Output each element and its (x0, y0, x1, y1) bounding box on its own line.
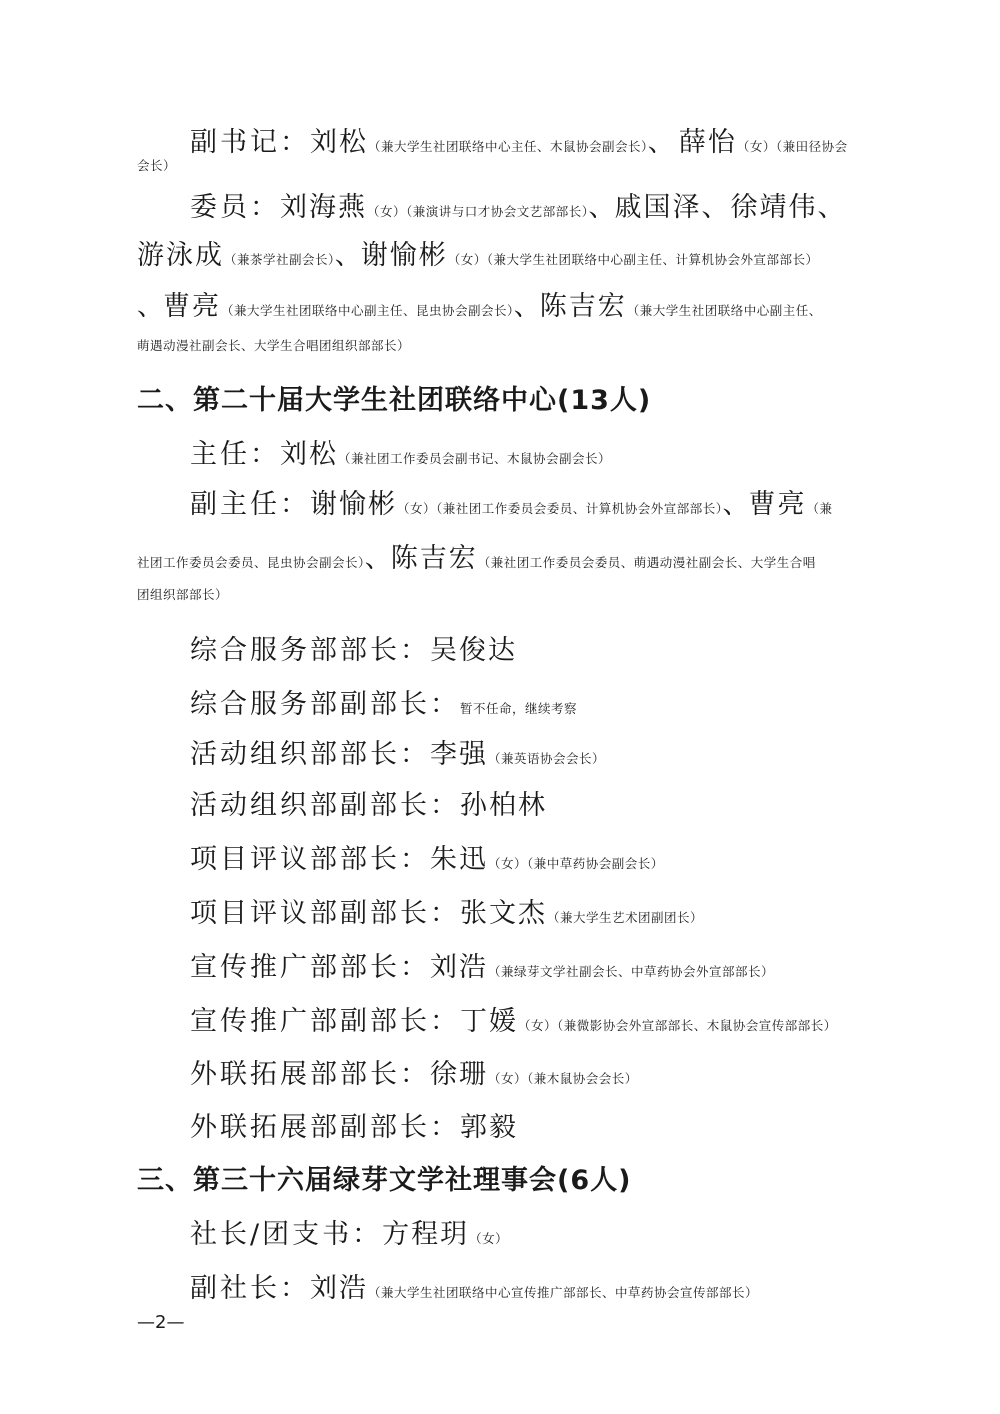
person-name: 陈吉宏 (390, 543, 478, 574)
person-name: 郭毅 (460, 1112, 518, 1143)
person-name: 曹亮 (163, 291, 222, 322)
director-line (190, 432, 611, 471)
vice-secretary-line (190, 120, 848, 159)
role-label: 宣传推广部副部长： (190, 1006, 460, 1037)
dept-row (190, 783, 547, 822)
role-label: 副社长： (190, 1273, 310, 1304)
note: （兼社团工作委员会委员、萌遇动漫社副会长、大学生合唱 (477, 555, 816, 570)
note: （兼大学生社团联络中心副主任、昆虫协会副会长） (221, 303, 514, 318)
role-label: 委员： (190, 192, 280, 223)
note: （兼绿芽文学社副会长、中草药协会外宣部部长） (488, 964, 775, 979)
note: （女）（兼微影协会外宣部部长、木鼠协会宣传部部长） (518, 1018, 837, 1033)
person-name: 吴俊达 (430, 635, 517, 666)
person-name: 方程玥 (382, 1219, 470, 1250)
person-name: 朱迅 (430, 844, 488, 875)
note: （兼大学生社团联络中心副主任、 (626, 303, 822, 318)
note: （兼英语协会会长） (488, 751, 606, 766)
dept-row (190, 891, 703, 930)
note: （兼 (806, 501, 833, 516)
dept-row (190, 1052, 638, 1091)
person-name: 刘松 (310, 127, 368, 158)
role-label: 副主任： (190, 489, 310, 520)
separator: 、 (722, 490, 749, 520)
person-name: 谢愉彬 (310, 489, 397, 520)
note: 暂不任命，继续考察 (460, 701, 578, 716)
note: （女） (469, 1231, 509, 1246)
vice-director-line (190, 482, 833, 521)
person-name: 徐珊 (430, 1059, 488, 1090)
person-name: 陈吉宏 (539, 291, 627, 322)
members-line-2 (137, 233, 819, 272)
note: （兼大学生社团联络中心宣传推广部部长、中草药协会宣传部部长） (368, 1285, 759, 1300)
person-name: 游泳成 (137, 240, 224, 271)
note: （兼社团工作委员会副书记、木鼠协会副会长） (338, 451, 612, 466)
separator: 、 (513, 292, 540, 322)
person-name: 孙柏林 (460, 790, 547, 821)
note: （女） (736, 139, 776, 154)
vice-president-line (190, 1266, 758, 1305)
role-label: 社长/团支书： (190, 1219, 383, 1250)
person-name: 薛怡 (678, 127, 737, 158)
role-label: 外联拓展部部长： (190, 1059, 430, 1090)
role-label: 副书记： (190, 127, 310, 158)
dept-row (190, 682, 577, 721)
dept-row (190, 999, 837, 1038)
note: （兼大学生社团联络中心主任、木鼠协会副会长） (368, 139, 648, 154)
note-continuation: 会长） (137, 158, 177, 173)
role-label: 主任： (190, 439, 280, 470)
person-name: 谢愉彬 (360, 240, 448, 271)
dept-row (190, 1105, 518, 1144)
person-name: 刘浩 (310, 1273, 368, 1304)
note: 社团工作委员会委员、昆虫协会副会长） (137, 555, 365, 570)
person-name: 丁媛 (460, 1006, 518, 1037)
person-name: 刘海燕 (280, 192, 367, 223)
note: （女）（兼木鼠协会会长） (488, 1071, 638, 1086)
dept-row (190, 628, 517, 667)
note: （女）（兼中草药协会副会长） (488, 856, 664, 871)
role-label: 活动组织部副部长： (190, 790, 460, 821)
separator: 、 (137, 292, 164, 322)
note: （兼大学生社团联络中心副主任、计算机协会外宣部部长） (486, 252, 819, 267)
note: （兼社团工作委员会委员、计算机协会外宣部部长） (436, 501, 723, 516)
dept-row (190, 732, 605, 771)
role-label: 项目评议部副部长： (190, 898, 460, 929)
note-continuation: 萌遇动漫社副会长、大学生合唱团组织部部长） (137, 338, 411, 353)
person-names: 戚国泽、徐靖伟、 (614, 192, 847, 223)
section-heading: 三、第三十六届绿芽文学社理事会(6人) (137, 1165, 632, 1196)
note: （女） (447, 252, 487, 267)
members-line (190, 185, 847, 224)
person-name: 李强 (430, 739, 488, 770)
note: （女） (367, 204, 407, 219)
note: （兼茶学社副会长） (224, 252, 335, 267)
president-line (190, 1212, 508, 1251)
role-label: 宣传推广部部长： (190, 952, 430, 983)
vice-director-line-2 (137, 536, 816, 575)
role-label: 项目评议部部长： (190, 844, 430, 875)
dept-row (190, 945, 774, 984)
separator: 、 (588, 193, 615, 223)
page-number: —2— (137, 1312, 185, 1333)
person-name: 张文杰 (460, 898, 547, 929)
note-continuation: 团组织部部长） (137, 587, 229, 602)
role-label: 综合服务部副部长： (190, 689, 460, 720)
note: （兼大学生艺术团副团长） (547, 910, 704, 925)
separator: 、 (647, 128, 674, 158)
role-label: 活动组织部部长： (190, 739, 430, 770)
dept-row (190, 837, 664, 876)
note: （兼田径协会 (775, 139, 848, 154)
role-label: 外联拓展部副部长： (190, 1112, 460, 1143)
role-label: 综合服务部部长： (190, 635, 430, 666)
separator: 、 (364, 544, 391, 574)
note: （兼演讲与口才协会文艺部部长） (406, 204, 589, 219)
note: （女） (397, 501, 437, 516)
person-name: 曹亮 (748, 489, 807, 520)
members-line-3 (137, 284, 822, 323)
section-heading: 二、第二十届大学生社团联络中心(13人) (137, 385, 652, 416)
separator: 、 (334, 241, 361, 271)
person-name: 刘浩 (430, 952, 488, 983)
person-name: 刘松 (280, 439, 338, 470)
